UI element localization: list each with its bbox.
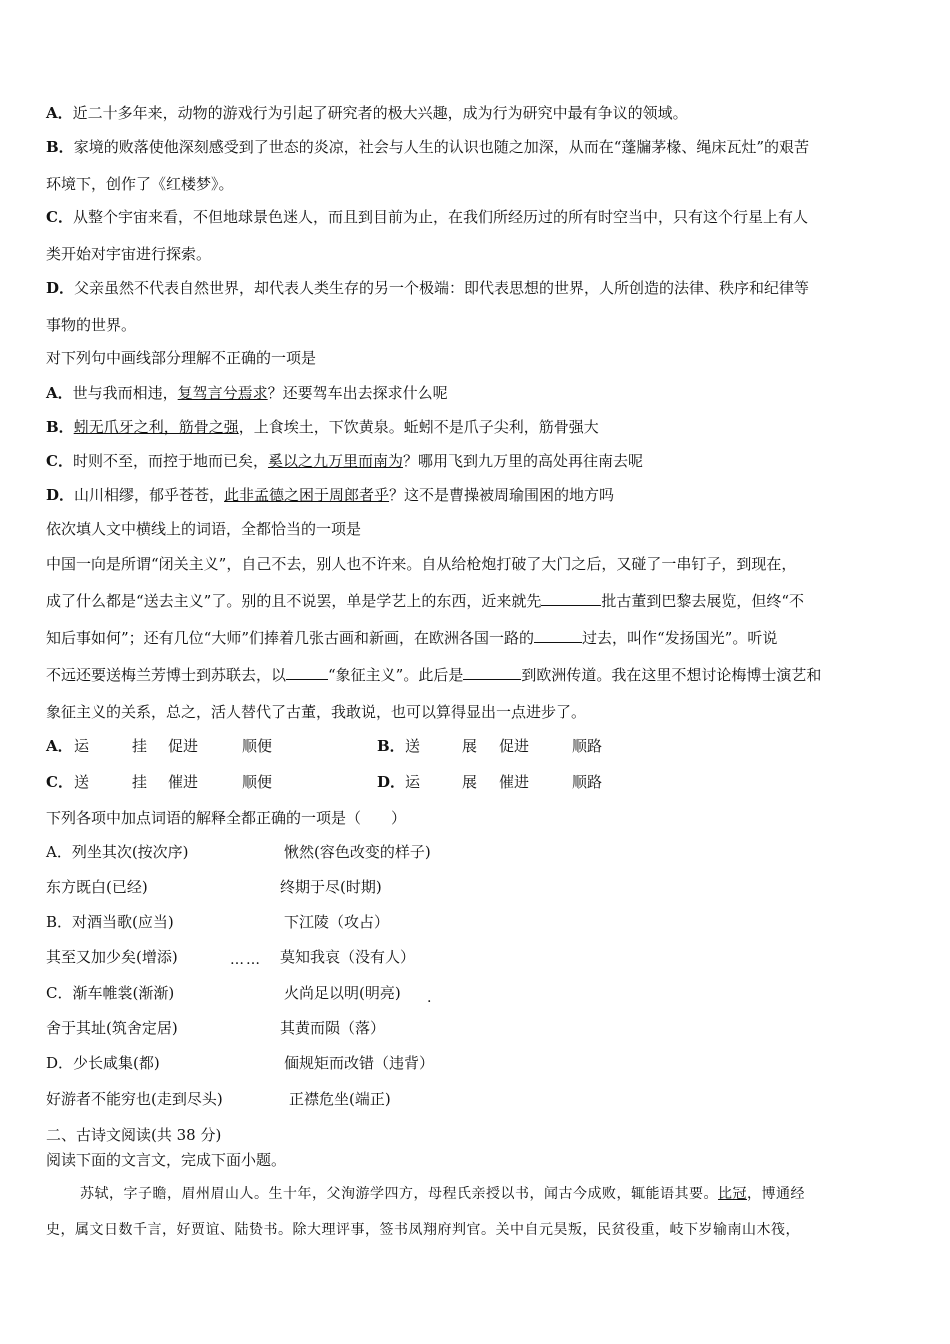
q4-row-4-right: 莫知我哀（没有人）	[280, 948, 416, 966]
q2-option-c: C．时则不至，而控于地而已矣，奚以之九万里而南为？哪用飞到九万里的高处再往南去呢	[46, 452, 643, 470]
q4-row-3-left: B．对酒当歌(应当)	[46, 913, 174, 931]
q3-option-d-word-4: 顺路	[572, 773, 603, 791]
q3-option-d-word-3: 催进	[499, 773, 530, 791]
q3-option-c-word-4: 顺便	[242, 773, 273, 791]
q3-passage-line-4: 不远还要送梅兰芳博士到苏联去，以 “象征主义”。此后是 到欧洲传道。我在这里不想讨论梅博士演艺和	[46, 666, 822, 684]
q4-row-3-right: 下江陵（攻占）	[284, 913, 390, 931]
q3-option-a-word-2: 挂	[132, 737, 148, 755]
fill-blank	[286, 665, 328, 680]
q3-option-a: A．	[46, 737, 73, 755]
q4-row-5-left: C．渐车帷裳(渐渐)	[46, 984, 175, 1002]
q4-row-7-right: 偭规矩而改错（违背）	[284, 1054, 435, 1072]
prev-option-d-cont: 事物的世界。	[46, 316, 137, 334]
q3-option-a-word-3: 促进	[168, 737, 199, 755]
q4-row-2-left: 东方既白(已经)	[46, 878, 148, 896]
q3-passage-line-3: 知后事如何”；还有几位“大师”们捧着几张古画和新画，在欧洲各国一路的 过去，叫作“发扬国光”。听说	[46, 629, 778, 647]
q3-option-c-word-2: 挂	[132, 773, 148, 791]
q2-option-d: D．山川相缪，郁乎苍苍，此非孟德之困于周郎者乎？这不是曹操被周瑜围困的地方吗	[46, 486, 615, 504]
q3-option-c-word-3: 催进	[168, 773, 199, 791]
q3-option-b-word-1: 送	[405, 737, 421, 755]
q4-row-1-right: 愀然(容色改变的样子)	[284, 843, 431, 861]
underlined-phrase: 此非孟德之困于周郎者乎	[224, 486, 390, 504]
fill-blank	[541, 591, 601, 606]
underlined-phrase: 复驾言兮焉求	[177, 384, 268, 402]
section-intro: 阅读下面的文言文，完成下面小题。	[46, 1151, 287, 1169]
q2-option-a: A．世与我而相违，复驾言兮焉求？还要驾车出去探求什么呢	[46, 384, 448, 402]
q4-row-5-right: 火尚足以明(明亮)	[284, 984, 401, 1002]
fill-blank	[463, 665, 521, 680]
q3-option-d-word-2: 展	[462, 773, 478, 791]
q3-option-d: D．	[377, 773, 406, 791]
q3-option-b-word-2: 展	[462, 737, 478, 755]
section-title: 二、古诗文阅读(共 38 分)	[46, 1126, 222, 1144]
q4-row-4-left: 其至又加少矣(增添)	[46, 948, 178, 966]
q3-passage-line-2: 成了什么都是“送去主义”了。别的且不说罢，单是学艺上的东西，近来就先 批古董到巴黎去展览，但终“不	[46, 592, 805, 610]
q4-row-6-right: 其黄而陨（落）	[280, 1019, 386, 1037]
prev-option-b: B．家境的败落使他深刻感受到了世态的炎凉，社会与人生的认识也随之加深，从而在“蓬牖茅椽、绳床瓦灶”的艰苦	[46, 138, 810, 156]
q4-row-8-left: 好游者不能穷也(走到尽头)	[46, 1090, 223, 1108]
q4-row-2-right: 终期于尽(时期)	[280, 878, 382, 896]
q3-option-c-word-1: 送	[74, 773, 90, 791]
q4-stem: 下列各项中加点词语的解释全都正确的一项是（ ）	[46, 809, 407, 827]
emphasis-dots: ……	[230, 952, 262, 968]
q3-option-b-word-4: 顺路	[572, 737, 603, 755]
q2-stem: 对下列句中画线部分理解不正确的一项是	[46, 349, 317, 367]
underlined-phrase: 比冠	[718, 1186, 747, 1202]
q3-option-b-word-3: 促进	[499, 737, 530, 755]
q3-stem: 依次填人文中横线上的词语，全都恰当的一项是	[46, 520, 362, 538]
classical-passage-line-1: 苏轼，字子瞻，眉州眉山人。生十年，父洵游学四方，母程氏亲授以书，闻古今成败，辄能语其要。比冠，博通经	[80, 1186, 805, 1202]
q3-option-c: C．	[46, 773, 73, 791]
q2-option-b: B．蚓无爪牙之利，筋骨之强，上食埃土，下饮黄泉。蚯蚓不是爪子尖利，筋骨强大	[46, 418, 599, 436]
q3-option-a-word-1: 运	[74, 737, 90, 755]
prev-option-a: A．近二十多年来，动物的游戏行为引起了研究者的极大兴趣，成为行为研究中最有争议的领域。	[46, 104, 688, 122]
prev-option-d: D．父亲虽然不代表自然世界，却代表人类生存的另一个极端：即代表思想的世界，人所创造的法律、秩序和纪律等	[46, 279, 810, 297]
emphasis-dot: .	[427, 990, 432, 1006]
underlined-phrase: 奚以之九万里而南为	[267, 452, 403, 470]
fill-blank	[534, 628, 582, 643]
q4-row-7-left: D．少长咸集(都)	[46, 1054, 160, 1072]
prev-option-b-cont: 环境下，创作了《红楼梦》。	[46, 175, 234, 193]
prev-option-c-cont: 类开始对宇宙进行探索。	[46, 245, 212, 263]
q4-row-8-right: 正襟危坐(端正)	[289, 1090, 391, 1108]
q3-passage-line-5: 象征主义的关系，总之，活人替代了古董，我敢说，也可以算得显出一点进步了。	[46, 703, 587, 721]
underlined-phrase: 蚓无爪牙之利，筋骨之强	[73, 418, 239, 436]
prev-option-c: C．从整个宇宙来看，不但地球景色迷人，而且到目前为止，在我们所经历过的所有时空当中，只有这个行星上有人	[46, 208, 808, 226]
q3-option-a-word-4: 顺便	[242, 737, 273, 755]
q4-row-1-left: A．列坐其次(按次序)	[46, 843, 189, 861]
q3-option-b: B．	[377, 737, 405, 755]
q3-passage-line-1: 中国一向是所谓“闭关主义”，自己不去，别人也不许来。自从给枪炮打破了大门之后，又碰了一串钉子，到现在，	[46, 555, 797, 573]
q4-row-6-left: 舍于其址(筑舍定居)	[46, 1019, 178, 1037]
classical-passage-line-2: 史，属文日数千言，好贾谊、陆贽书。除大理评事，签书凤翔府判官。关中自元昊叛，民贫役重，岐下岁输南山木筏，	[46, 1222, 800, 1238]
q3-option-d-word-1: 运	[405, 773, 421, 791]
